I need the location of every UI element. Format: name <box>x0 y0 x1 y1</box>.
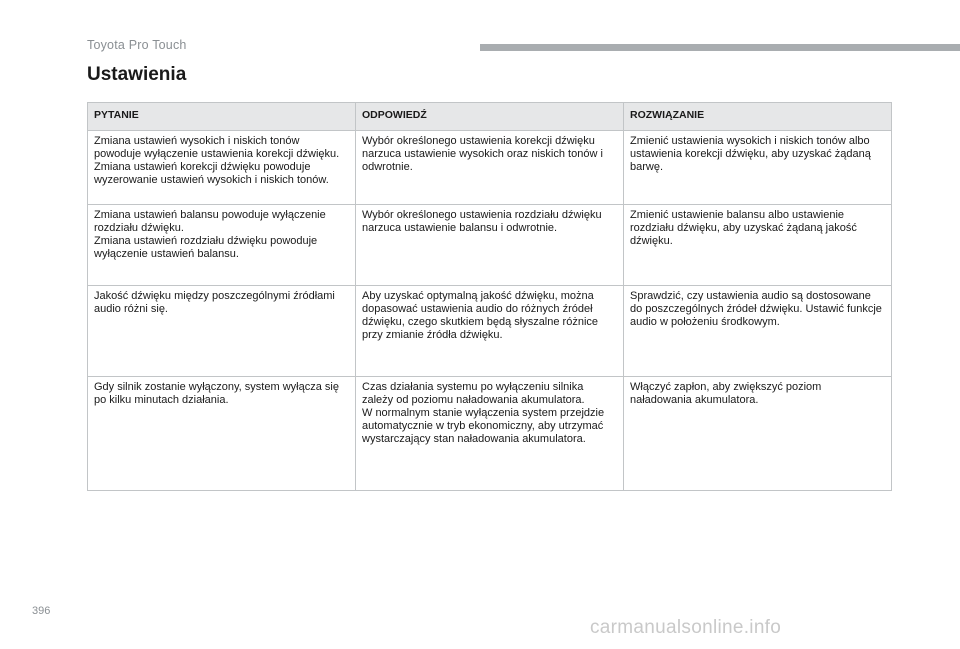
question-cell <box>88 205 356 286</box>
solution-text: Włączyć zapłon, aby zwiększyć poziom naładowania akumulatora. <box>630 381 822 406</box>
troubleshooting-table <box>87 102 892 491</box>
column-header-answer: ODPOWIEDŹ <box>356 103 624 131</box>
table-row <box>88 377 892 491</box>
answer-text: Czas działania systemu po wyłączeniu silnika zależy od poziomu naładowania akumulatora. W normalnym stanie wyłączenia system przejdzie automatycznie w tryb ekonomiczny, aby utrzymać wystarczający stan naładowania akumulatora. <box>362 381 605 445</box>
table-row <box>88 131 892 205</box>
solution-text: Sprawdzić, czy ustawienia audio są dostosowane do poszczególnych źródeł dźwięku. Ustawić funkcje audio w położeniu środkowym. <box>630 290 882 328</box>
question-cell <box>88 377 356 491</box>
question-cell <box>88 131 356 205</box>
question-text: Jakość dźwięku między poszczególnymi źródłami audio różni się. <box>94 290 335 315</box>
header-bar <box>480 44 960 51</box>
answer-text: Aby uzyskać optymalną jakość dźwięku, można dopasować ustawienia audio do różnych źródeł dźwięku, czego skutkiem będą słyszalne różnice przy zmianie źródła dźwięku. <box>362 290 599 341</box>
answer-cell <box>356 286 624 377</box>
running-header: Toyota Pro Touch <box>87 38 187 52</box>
question-text: Gdy silnik zostanie wyłączony, system wyłącza się po kilku minutach działania. <box>94 381 339 406</box>
answer-cell <box>356 131 624 205</box>
table-header-row <box>88 103 892 131</box>
question-cell <box>88 286 356 377</box>
question-text: Zmiana ustawień wysokich i niskich tonów powoduje wyłączenie ustawienia korekcji dźwięku. Zmiana ustawień korekcji dźwięku powoduje wyzerowanie ustawień wysokich i niskich tonów. <box>94 135 340 186</box>
answer-text: Wybór określonego ustawienia korekcji dźwięku narzuca ustawienie wysokich oraz niskich tonów i odwrotnie. <box>362 135 603 173</box>
answer-cell <box>356 205 624 286</box>
solution-cell <box>624 286 892 377</box>
page-number: 396 <box>32 605 51 617</box>
page-title: Ustawienia <box>87 64 187 85</box>
answer-cell <box>356 377 624 491</box>
solution-cell <box>624 131 892 205</box>
table-row <box>88 205 892 286</box>
watermark-link[interactable]: carmanualsonline.info <box>590 617 782 638</box>
column-header-solution: ROZWIĄZANIE <box>624 103 892 131</box>
answer-text: Wybór określonego ustawienia rozdziału dźwięku narzuca ustawienie balansu i odwrotnie. <box>362 209 602 234</box>
question-text: Zmiana ustawień balansu powoduje wyłączenie rozdziału dźwięku. Zmiana ustawień rozdziału dźwięku powoduje wyłączenie ustawień balansu. <box>94 209 326 260</box>
solution-cell <box>624 377 892 491</box>
column-header-question: PYTANIE <box>88 103 356 131</box>
table-row <box>88 286 892 377</box>
solution-cell <box>624 205 892 286</box>
solution-text: Zmienić ustawienia wysokich i niskich tonów albo ustawienia korekcji dźwięku, aby uzyskać żądaną barwę. <box>630 135 871 173</box>
solution-text: Zmienić ustawienie balansu albo ustawienie rozdziału dźwięku, aby uzyskać żądaną jakość dźwięku. <box>630 209 857 247</box>
